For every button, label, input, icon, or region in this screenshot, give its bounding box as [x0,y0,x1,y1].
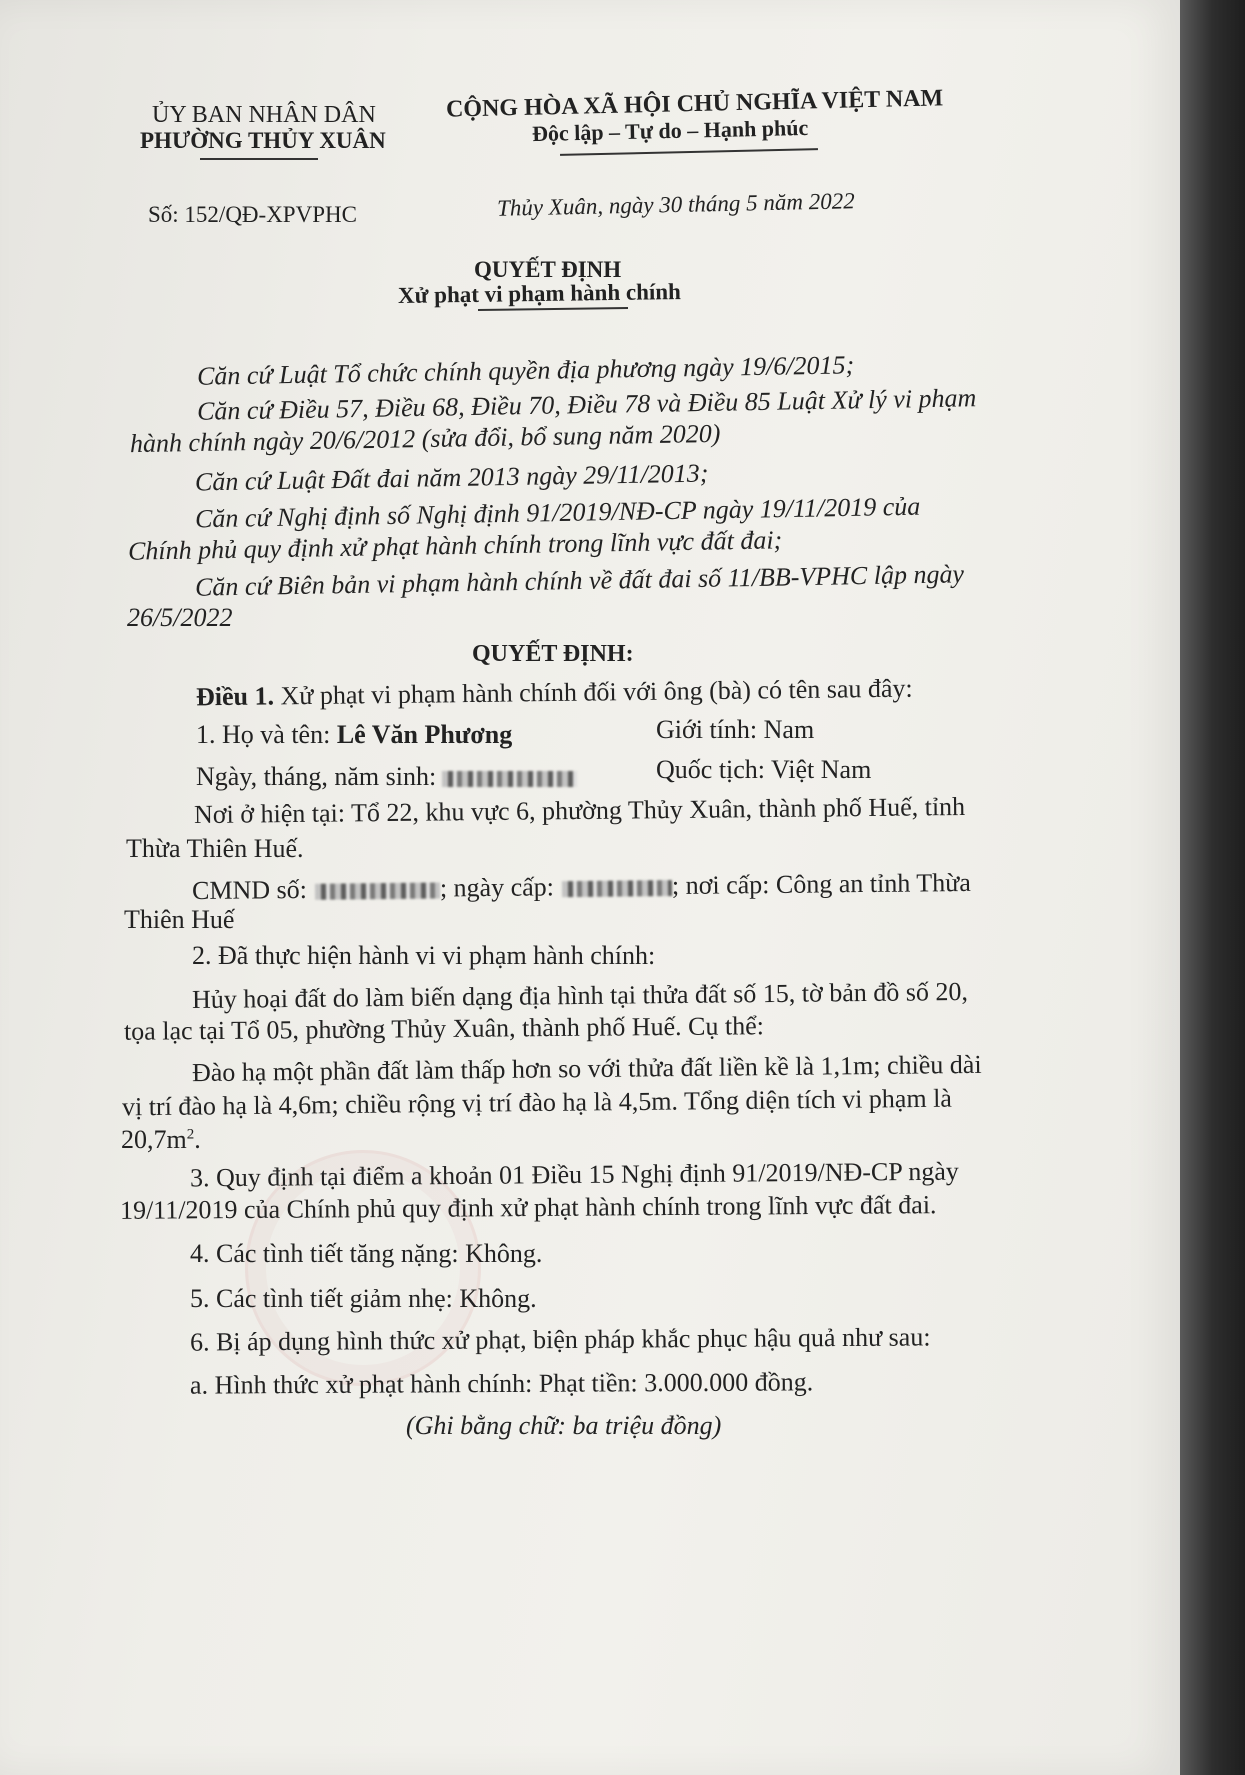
person-name-line [196,722,512,748]
basis-1: Căn cứ Luật Tổ chức chính quyền địa phương ngày 19/6/2015; [196,350,855,391]
name-label: 1. Họ và tên: [196,720,337,749]
item-5: 5. Các tình tiết giảm nhẹ: Không. [190,1284,537,1313]
item-6a: a. Hình thức xử phạt hành chính: Phạt tiền: 3.000.000 đồng. [189,1367,814,1400]
gender: Giới tính: Nam [656,715,815,744]
id-issue-label: ; ngày cấp: [439,872,555,903]
redacted-id [315,883,440,900]
background-edge [1180,0,1245,1775]
date-place: Thủy Xuân, ngày 30 tháng 5 năm 2022 [496,188,855,221]
violation-desc-2: tọa lạc tại Tổ 05, phường Thủy Xuân, thành phố Huế. Cụ thể: [123,1011,765,1046]
violation-area-value: 20,7m [121,1125,187,1154]
dob-line [196,764,577,790]
national-motto: Độc lập – Tự do – Hạnh phúc [531,114,809,147]
basis-4: Căn cứ Nghị định số Nghị định 91/2019/NĐ-CP ngày 19/11/2019 của [194,491,921,534]
decision-subtitle: Xử phạt vi phạm hành chính [397,279,682,308]
item-6: 6. Bị áp dụng hình thức xử phạt, biện pháp khắc phục hậu quả như sau: [189,1322,931,1357]
ward-underline [200,158,318,160]
subtitle-underline [478,307,628,311]
person-name: Lê Văn Phương [336,720,513,749]
amount-in-words: (Ghi bằng chữ: ba triệu đồng) [406,1411,722,1440]
violation-detail-1: Đào hạ một phần đất làm thấp hơn so với thửa đất liền kề là 1,1m; chiều dài [191,1049,982,1088]
basis-2-cont: hành chính ngày 20/6/2012 (sửa đổi, bổ sung năm 2020) [129,418,721,459]
dob-label: Ngày, tháng, năm sinh: [196,762,437,791]
article-1 [195,673,913,712]
redacted-issue-date [562,880,672,897]
basis-5-cont: 26/5/2022 [127,603,233,632]
article-1-text: Xử phạt vi phạm hành chính đối với ông (bà) có tên sau đây: [273,673,913,711]
nationality: Quốc tịch: Việt Nam [656,755,872,784]
address-line-2: Thừa Thiên Huế. [126,834,304,863]
motto-underline [560,148,818,156]
id-place: ; nơi cấp: Công an tỉnh Thừa [671,867,971,901]
violation-area [121,1127,201,1153]
id-label: CMND số: [191,874,308,906]
decision-title: QUYẾT ĐỊNH [474,257,622,282]
redacted-dob [442,771,577,787]
national-title: CỘNG HÒA XÃ HỘI CHỦ NGHĨA VIỆT NAM [445,85,944,123]
address-line-1: Nơi ở hiện tại: Tổ 22, khu vực 6, phường Thủy Xuân, thành phố Huế, tỉnh [193,791,966,830]
area-end: . [194,1125,201,1154]
basis-5: Căn cứ Biên bản vi phạm hành chính về đất đai số 11/BB-VPHC lập ngày [194,559,965,602]
item-3: 3. Quy định tại điểm a khoản 01 Điều 15 Nghị định 91/2019/NĐ-CP ngày [189,1156,959,1193]
item-3-cont: 19/11/2019 của Chính phủ quy định xử phạt hành chính trong lĩnh vực đất đai. [119,1190,937,1225]
violation-desc-1: Hủy hoại đất do làm biến dạng địa hình tại thửa đất số 15, tờ bản đồ số 20, [191,976,969,1015]
basis-2: Căn cứ Điều 57, Điều 68, Điều 70, Điều 78 và Điều 85 Luật Xử lý vi phạm [196,383,977,426]
basis-4-cont: Chính phủ quy định xử phạt hành chính trong lĩnh vực đất đai; [127,525,783,566]
article-1-label: Điều 1. [195,681,275,712]
ward-name: PHƯỜNG THỦY XUÂN [140,128,386,153]
id-place-cont: Thiên Huế [124,905,235,934]
basis-3: Căn cứ Luật Đất đai năm 2013 ngày 29/11/2013; [194,458,709,497]
agency-name: ỦY BAN NHÂN DÂN [152,102,376,128]
area-superscript: 2 [186,1126,195,1143]
document-number: Số: 152/QĐ-XPVPHC [148,202,357,227]
decision-heading: QUYẾT ĐỊNH: [472,641,634,667]
item-4: 4. Các tình tiết tăng nặng: Không. [190,1239,543,1268]
item-2: 2. Đã thực hiện hành vi vi phạm hành chính: [192,941,656,970]
violation-detail-2: vị trí đào hạ là 4,6m; chiều rộng vị trí đào hạ là 4,5m. Tổng diện tích vi phạm là [121,1083,953,1122]
id-line [191,867,971,906]
